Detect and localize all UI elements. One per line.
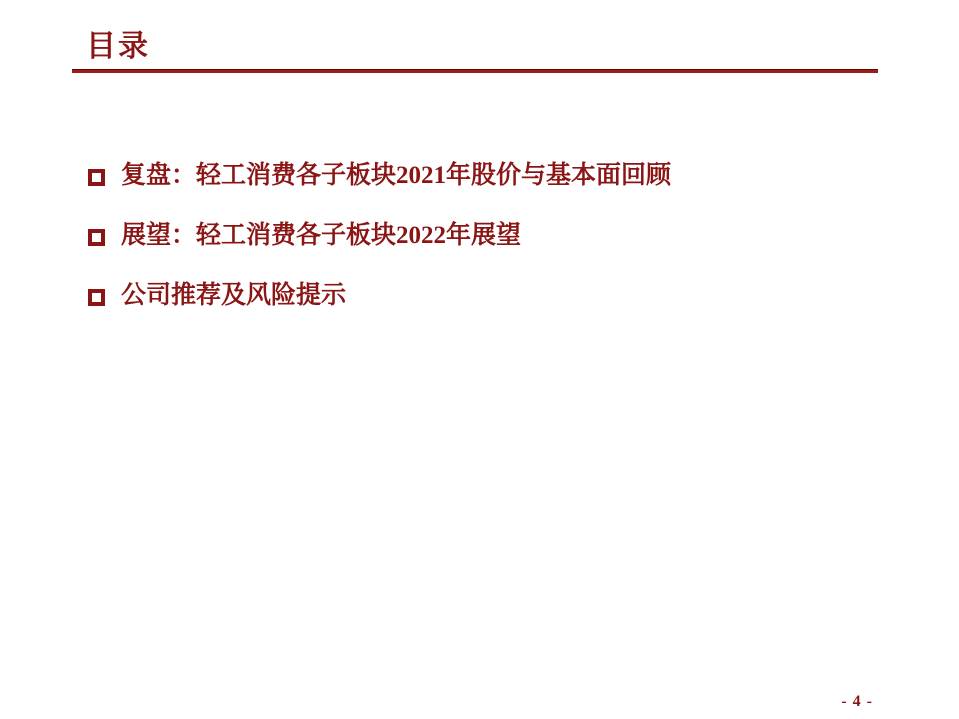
toc-item-recommendation (88, 280, 888, 312)
bullet-square-icon (88, 169, 105, 186)
toc-item-review (88, 160, 888, 192)
toc-item-outlook (88, 220, 888, 252)
toc-item-label: 公司推荐及风险提示 (121, 282, 347, 309)
toc-item-label: 复盘：轻工消费各子板块2021年股价与基本面回顾 (121, 162, 672, 189)
title-underline (72, 69, 878, 73)
page-title: 目录 (86, 30, 150, 63)
toc-item-label: 展望：轻工消费各子板块2022年展望 (121, 222, 522, 249)
bullet-square-icon (88, 229, 105, 246)
slide-header (72, 30, 878, 73)
bullet-square-icon (88, 289, 105, 306)
toc-list (88, 160, 888, 340)
page-number: - 4 - (841, 693, 873, 710)
